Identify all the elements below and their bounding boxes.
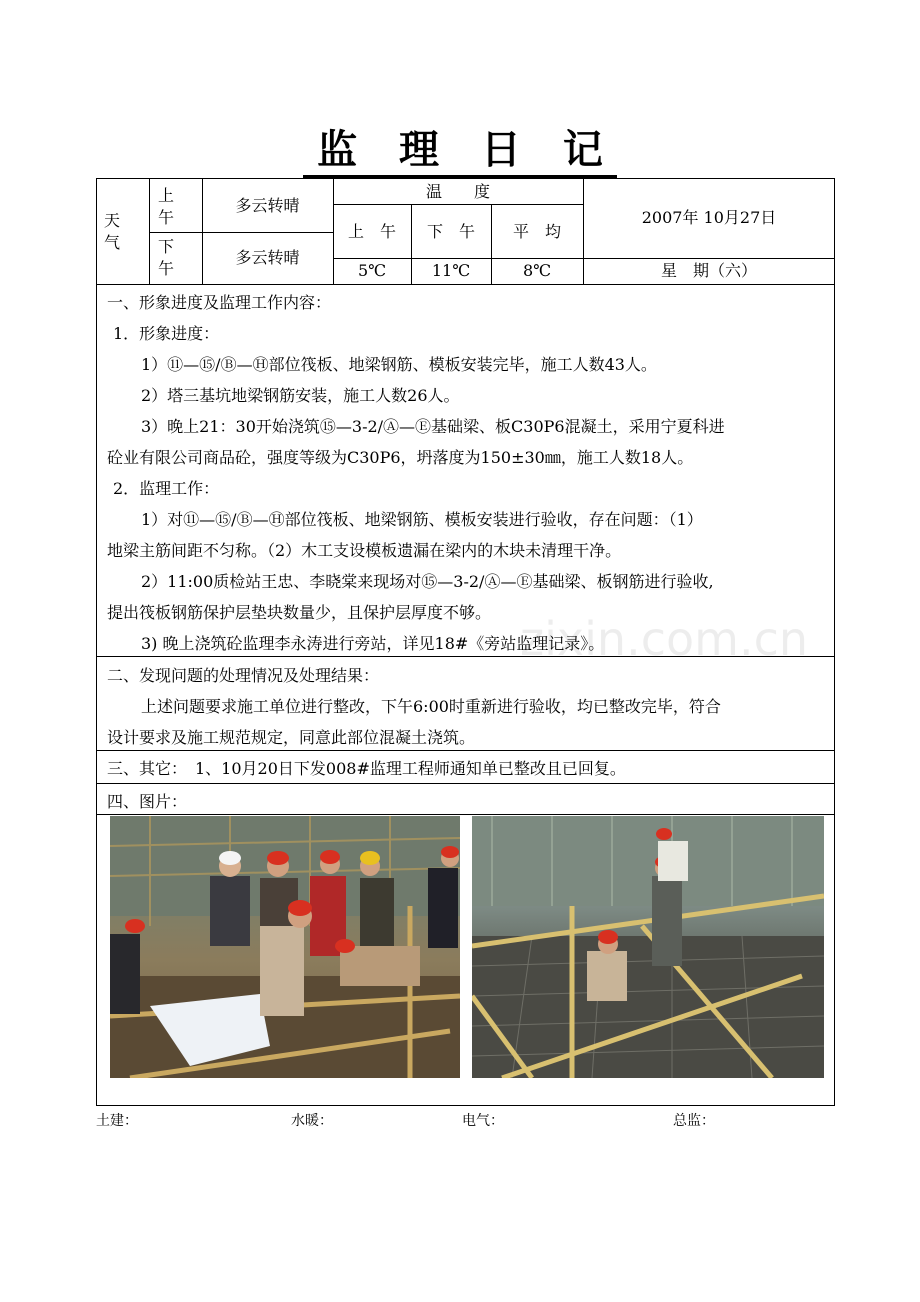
work-item-1a: 1）对⑪—⑮/Ⓑ—Ⓗ部位筏板、地梁钢筋、模板安装进行验收，存在问题：（1） xyxy=(141,510,703,529)
progress-subheading: 1．形象进度： xyxy=(113,324,220,343)
footer-civil: 土建： xyxy=(96,1113,138,1129)
date: 2007年 10月27日 xyxy=(641,208,777,227)
section2-text-a: 上述问题要求施工单位进行整改，下午6:00时重新进行验收，均已整改完毕，符合 xyxy=(141,697,721,716)
temp-pm-label: 下 午 xyxy=(426,222,475,241)
footer-electric: 电气： xyxy=(462,1113,504,1129)
temp-am-label: 上 午 xyxy=(347,222,396,241)
watermark: zixin.com.cn xyxy=(520,612,809,666)
weather-label: 天气 xyxy=(104,211,121,252)
temp-pm-value: 11℃ xyxy=(431,261,471,280)
progress-item-1: 1）⑪—⑮/Ⓑ—Ⓗ部位筏板、地梁钢筋、模板安装完毕，施工人数43人。 xyxy=(141,355,657,374)
footer-chief: 总监： xyxy=(673,1113,715,1129)
work-item-1b: 地梁主筋间距不匀称。（2）木工支设模板遗漏在梁内的木块未清理干净。 xyxy=(107,541,622,560)
temp-avg-value: 8℃ xyxy=(522,261,552,280)
section2-content xyxy=(107,660,827,753)
section1-content xyxy=(107,287,827,659)
page-title: 监 理 日 记 xyxy=(0,118,920,175)
weekday: 星 期（六） xyxy=(660,261,757,280)
temp-am-value: 5℃ xyxy=(357,261,387,280)
progress-item-3b: 砼业有限公司商品砼，强度等级为C30P6，坍落度为150±30㎜，施工人数18人。 xyxy=(107,448,694,467)
footer-hvac: 水暖： xyxy=(291,1113,333,1129)
work-item-2a: 2）11:00质检站王忠、李晓棠来现场对⑮—3-2/Ⓐ—Ⓔ基础梁、板钢筋进行验收, xyxy=(141,572,714,591)
section2-heading: 二、发现问题的处理情况及处理结果： xyxy=(107,666,380,685)
section2-text-b: 设计要求及施工规范规定，同意此部位混凝土浇筑。 xyxy=(107,728,476,747)
section4-heading: 四、图片： xyxy=(107,792,188,811)
site-photo-rebar xyxy=(472,816,824,1078)
weather-am-label: 上午 xyxy=(158,186,175,227)
weather-pm-label: 下午 xyxy=(158,237,175,278)
work-subheading: 2．监理工作： xyxy=(113,479,220,498)
work-item-3: 3) 晚上浇筑砼监理李永涛进行旁站，详见18#《旁站监理记录》。 xyxy=(141,634,605,653)
progress-item-3a: 3）晚上21：30开始浇筑⑮—3-2/Ⓐ—Ⓔ基础梁、板C30P6混凝土，采用宁夏科进 xyxy=(141,417,725,436)
section3-text: 三、其它： 1、10月20日下发008#监理工程师通知单已整改且已回复。 xyxy=(107,759,626,778)
site-photo-inspection xyxy=(110,816,460,1078)
weather-pm-value: 多云转晴 xyxy=(235,248,300,267)
progress-item-2: 2）塔三基坑地梁钢筋安装，施工人数26人。 xyxy=(141,386,460,405)
weather-am-value: 多云转晴 xyxy=(235,196,300,215)
temp-avg-label: 平 均 xyxy=(512,222,561,241)
work-item-2b: 提出筏板钢筋保护层垫块数量少，且保护层厚度不够。 xyxy=(107,603,492,622)
temperature-header: 温 度 xyxy=(425,182,490,201)
section1-heading: 一、形象进度及监理工作内容： xyxy=(107,293,332,312)
